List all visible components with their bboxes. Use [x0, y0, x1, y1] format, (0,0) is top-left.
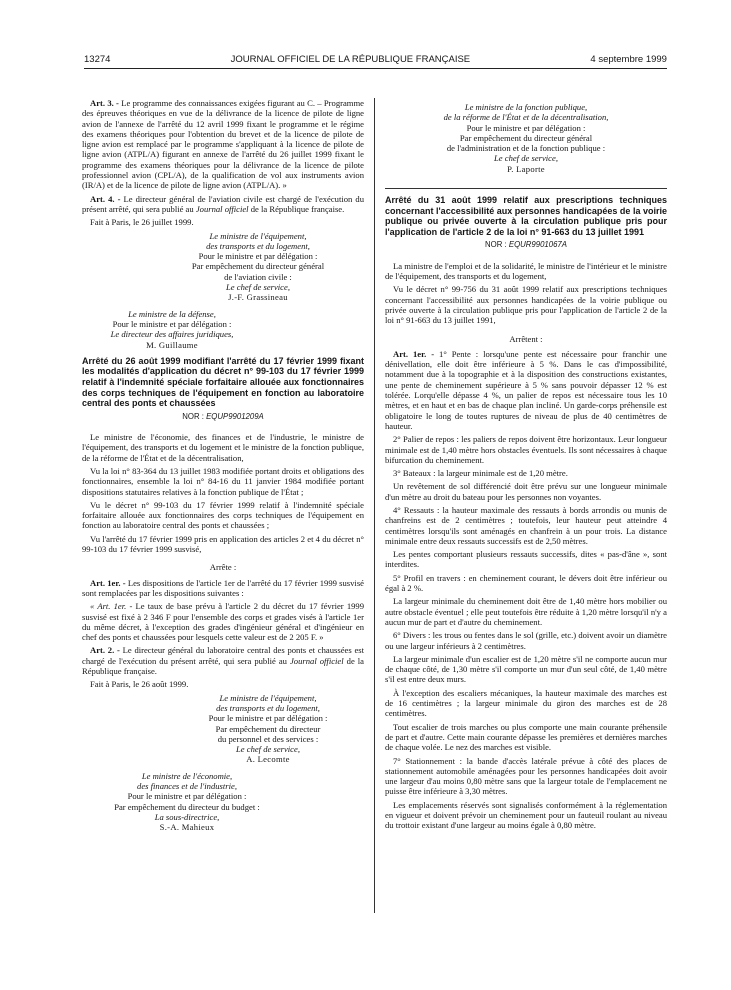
page-header: [84, 52, 667, 66]
paragraph: Les emplacements réservés sont signalisés conformément à la réglementation en vigueur et doivent prévoir un cheminement pour un fauteuil roulant au niveau du trottoir existant d'une largeur au moins égale à 0,80 mètre.: [385, 799, 667, 831]
signature-line: Pour le ministre et par délégation :: [112, 318, 232, 329]
signatory-name: A. Lecomte: [246, 754, 290, 765]
signatory-name: J.-F. Grassineau: [228, 292, 288, 303]
article-4: [82, 194, 364, 215]
signature-line: Le ministre de l'économie,: [141, 770, 233, 781]
article-1-label: Art. 1er. -: [90, 577, 126, 588]
signature-line: Par empêchement du directeur: [215, 723, 321, 734]
paragraph: La largeur minimale d'un escalier est de 1,20 mètre s'il ne comporte aucun mur de chaque côté, de 1,30 mètre s'il comporte un mur d'un seul côté, de 1,40 mètre s'il est entre deux murs.: [385, 653, 667, 685]
signature-line: La sous-directrice,: [154, 811, 220, 822]
signature-line: Pour le ministre et par délégation :: [466, 122, 586, 133]
signature-defense: [82, 309, 262, 350]
article-1: [82, 578, 364, 599]
signature-line: Pour le ministre et par délégation :: [198, 251, 318, 262]
quote-label: « Art. 1er. -: [90, 601, 133, 612]
article-3-label: Art. 3. -: [90, 98, 119, 108]
paragraph: Vu le décret n° 99-103 du 17 février 1999 relatif à l'indemnité spéciale forfaitaire allouée aux fonctionnaires des corps techniques de l'équipement en fonction au laboratoire central des ponts et chaussées ;: [82, 499, 364, 531]
paragraph: Vu le décret n° 99-756 du 31 août 1999 relatif aux prescriptions techniques concernant l'accessibilité aux personnes handicapées de la voirie publique ou privée ouverte à la circulation publique pris pour l'application de l'article 2 de la loi n° 91-663 du 13 juillet 1991,: [385, 284, 667, 326]
article-2: [82, 645, 364, 676]
signature-economie: [82, 771, 292, 833]
signature-line: Le ministre de la défense,: [128, 308, 216, 319]
signature-line: du personnel et des services :: [217, 733, 319, 744]
signature-line: Le ministre de la fonction publique,: [464, 102, 588, 112]
paragraph: Tout escalier de trois marches ou plus comporte une main courante préhensile de part et d'autre. Cette main courante dépasse les premières et dernières marches de chaque volée. Le nez des marches est visible.: [385, 721, 667, 753]
decree-heading-3: Arrêté du 31 août 1999 relatif aux prescriptions techniques concernant l'accessibilité aux personnes handicapées de la voirie publique ou privée ouverte à la circulation publique pris pour l'application de l'article 2 de la loi n° 91-663 du 13 juillet 1991: [385, 195, 667, 237]
signatory-name: S.-A. Mahieux: [159, 822, 215, 833]
signature-line: Pour le ministre et par délégation :: [208, 713, 328, 724]
quote-text: Le taux de base prévu à l'article 2 du décret du 17 février 1999 susvisé est fixé à 2 346 F pour l'ensemble des corps et grades visés à l'article 1er du même décret, à l'exception des grades d'ingénieur général et d'ingénieur en chef des ponts et chaussées pour lesquels cette valeur est de 2 205 F. »: [82, 601, 365, 643]
article-1-text: Les dispositions de l'article 1er de l'arrêté du 17 février 1999 susvisé sont remplacées par les dispositions suivantes :: [82, 577, 364, 598]
column-divider: [374, 98, 375, 913]
nor-code: EQUR9901067A: [508, 240, 567, 250]
left-column: [82, 98, 364, 838]
article-2-text: Le directeur général du laboratoire central des ponts et chaussées est chargé de l'exécution du présent arrêté, qui sera publié au: [82, 645, 364, 666]
signature-line: Le chef de service,: [236, 744, 300, 755]
paragraph: 6° Divers : les trous ou fentes dans le sol (grille, etc.) doivent avoir un diamètre ou une largeur inférieurs à 2 centimètres.: [385, 630, 667, 651]
nor-reference-3: [385, 240, 667, 250]
signature-line: Le chef de service,: [494, 153, 558, 164]
paragraph: La largeur minimale du cheminement doit être de 1,40 mètre hors mobilier ou autre obstacle éventuel ; elle peut toutefois être réduite à 1,20 mètre lorsqu'il n'y a aucun mur de part et d'autre du cheminement.: [385, 596, 667, 627]
journal-officiel-ref: Journal officiel: [289, 655, 344, 666]
article-2-label: Art. 2. -: [90, 645, 120, 656]
signatory-name: M. Guillaume: [146, 339, 198, 350]
signature-line: Le ministre de l'équipement,: [209, 230, 307, 241]
arrete-label: Arrête :: [209, 562, 237, 573]
signature-line: Par empêchement du directeur du budget :: [114, 801, 260, 812]
article-3: [82, 98, 364, 191]
fait-a-paris-1: Fait à Paris, le 26 juillet 1999.: [90, 217, 194, 228]
paragraph: Le ministre de l'économie, des finances et de l'industrie, le ministre de l'équipement, des transports et du logement et le ministre de la fonction publique, de la réforme de l'État et de la décentralisation,: [82, 432, 364, 463]
article-4-label: Art. 4. -: [90, 193, 121, 204]
paragraph: 3° Bateaux : la largeur minimale est de 1,20 mètre.: [393, 468, 568, 479]
signature-line: des transports et du logement,: [206, 240, 310, 251]
paragraph: 2° Palier de repos : les paliers de repos doivent être horizontaux. Leur longueur minimale est de 1,40 mètre hors obstacles éventuels. Ils sont nécessaires à chaque bifurcation du cheminement.: [385, 434, 667, 465]
signature-line: de l'aviation civile :: [224, 271, 292, 282]
signature-line: Le directeur des affaires juridiques,: [110, 329, 234, 340]
section-rule: [385, 188, 667, 189]
journal-title: JOURNAL OFFICIEL DE LA RÉPUBLIQUE FRANÇAISE: [230, 53, 471, 65]
fait-a-paris-2: Fait à Paris, le 26 août 1999.: [90, 679, 189, 690]
signature-line: Le ministre de l'équipement,: [219, 692, 317, 703]
signature-line: des transports et du logement,: [216, 702, 320, 713]
paragraph: La ministre de l'emploi et de la solidarité, le ministre de l'intérieur et le ministre de l'équipement, des transports et du logement,: [385, 260, 667, 282]
nor-code: EQUP9901209A: [206, 411, 264, 421]
signature-line: de l'administration et de la fonction publique :: [446, 143, 606, 154]
paragraph: 7° Stationnement : la bande d'accès latérale prévue à côté des places de stationnement automobile aménagées pour les personnes handicapées doit avoir une largeur d'au moins 0,80 mètre sans que la largeur totale de l'emplacement ne puisse être inférieure à 3,30 mètres.: [385, 755, 667, 797]
article-3-text: Le programme des connaissances exigées figurant au C. – Programme des épreuves théoriques en vue de la délivrance de la licence de pilote de ligne avion de l'annexe de l'arrêté du 12 avril 1999 fixant le programme et le régime des examens théoriques pour l'obtention du brevet et de la licence de pilote de ligne avion est remplacé par le programme s'appliquant à la licence de pilote de ligne avion (ATPL/A) figurant en annexe de l'arrêté du 26 juillet 1999 fixant le programme des examens théoriques pour la délivrance de la licence de pilote professionnel avion (CPL/A), de la qualification de vol aux instruments avion (IR/A) et de la licence de pilote de ligne avion (ATPL/A). »: [82, 98, 364, 191]
article-4-text: Le directeur général de l'aviation civile est chargé de l'exécution du présent arrêté, qui sera publié au: [82, 193, 364, 214]
header-rule: [84, 68, 667, 69]
article-4-text-end: de la République française.: [250, 203, 345, 214]
signature-line: Par empêchement du directeur général: [459, 132, 593, 143]
nor-label: NOR :: [182, 411, 204, 421]
article-1-label: Art. 1er. -: [393, 348, 435, 359]
signature-line: Pour le ministre et par délégation :: [127, 791, 247, 802]
page-number: 13274: [84, 53, 111, 65]
paragraph: Vu l'arrêté du 17 février 1999 pris en application des articles 2 et 4 du décret n° 99-103 du 17 février 1999 susvisé,: [82, 533, 364, 555]
issue-date: 4 septembre 1999: [590, 53, 667, 65]
article-1: [385, 349, 667, 431]
nor-reference-2: [82, 412, 364, 422]
journal-officiel-ref: Journal officiel: [195, 203, 249, 214]
paragraph: Un revêtement de sol différencié doit être prévu sur une longueur minimale d'un mètre au droit du bateau pour les personnes non voyantes.: [385, 481, 667, 502]
paragraph: 5° Profil en travers : en cheminement courant, le dévers doit être inférieur ou égal à 2 %.: [385, 572, 667, 594]
nor-label: NOR :: [485, 240, 507, 250]
article-1-quote: [82, 601, 364, 642]
arretent-label: Arrêtent :: [509, 333, 543, 344]
paragraph: Les pentes comportant plusieurs ressauts successifs, dites « pas-d'âne », sont interdites.: [385, 549, 667, 570]
signature-equipement-1: [152, 231, 364, 303]
paragraph: 4° Ressauts : la hauteur maximale des ressauts à bords arrondis ou munis de chanfreins est de 2 centimètres ; toutefois, leur hauteur peut atteindre 4 centimètres lorsqu'ils sont aménagés en chanfrein à un pour trois. La distance minimale entre deux ressauts successifs est de 2,50 mètres.: [385, 504, 667, 546]
right-column: [385, 98, 667, 834]
paragraph: À l'exception des escaliers mécaniques, la hauteur maximale des marches est de 16 centimètres ; la largeur minimale du giron des marches est de 28 centimètres.: [385, 687, 667, 719]
paragraph: Vu la loi n° 83-364 du 13 juillet 1983 modifiée portant droits et obligations des fonctionnaires, ensemble la loi n° 84-16 du 11 janvier 1984 modifiée portant dispositions statutaires relatives à la fonction publique de l'État ;: [82, 465, 364, 497]
signature-line: Par empêchement du directeur général: [191, 261, 325, 272]
signature-line: des finances et de l'industrie,: [137, 781, 237, 791]
signature-fonction-publique: [385, 102, 667, 174]
signatory-name: P. Laporte: [507, 163, 545, 174]
article-2-text-end: de la République française.: [82, 655, 364, 677]
decree-heading-2: Arrêté du 26 août 1999 modifiant l'arrêté du 17 février 1999 fixant les modalités d'application du décret n° 99-103 du 17 février 1999 relatif à l'indemnité spéciale forfaitaire allouée aux fonctionnaires des corps techniques de l'équipement en fonction au laboratoire central des ponts et chaussées: [82, 355, 364, 409]
signature-equipement-2: [172, 693, 364, 765]
article-1-text: 1° Pente : lorsqu'une pente est nécessaire pour franchir une dénivellation, elle doit être inférieure à 5 %. Dans le cas d'impossibilité, notamment due à la topographie et à la disposition des constructions existantes, une pente de cheminement supérieure à 5 % sans pouvoir dépasser 12 % est tolérée. Lorqu'elle dépasse 4 %, un palier de repos est nécessaire tous les 10 mètres, et en haut et en bas de chaque plan incliné. Un garde-corps préhensile est obligatoire le long de toutes ruptures de niveau de plus de 40 centimètres de hauteur.: [385, 348, 668, 431]
signature-line: de la réforme de l'État et de la décentralisation,: [443, 112, 609, 123]
signature-line: Le chef de service,: [226, 282, 290, 293]
